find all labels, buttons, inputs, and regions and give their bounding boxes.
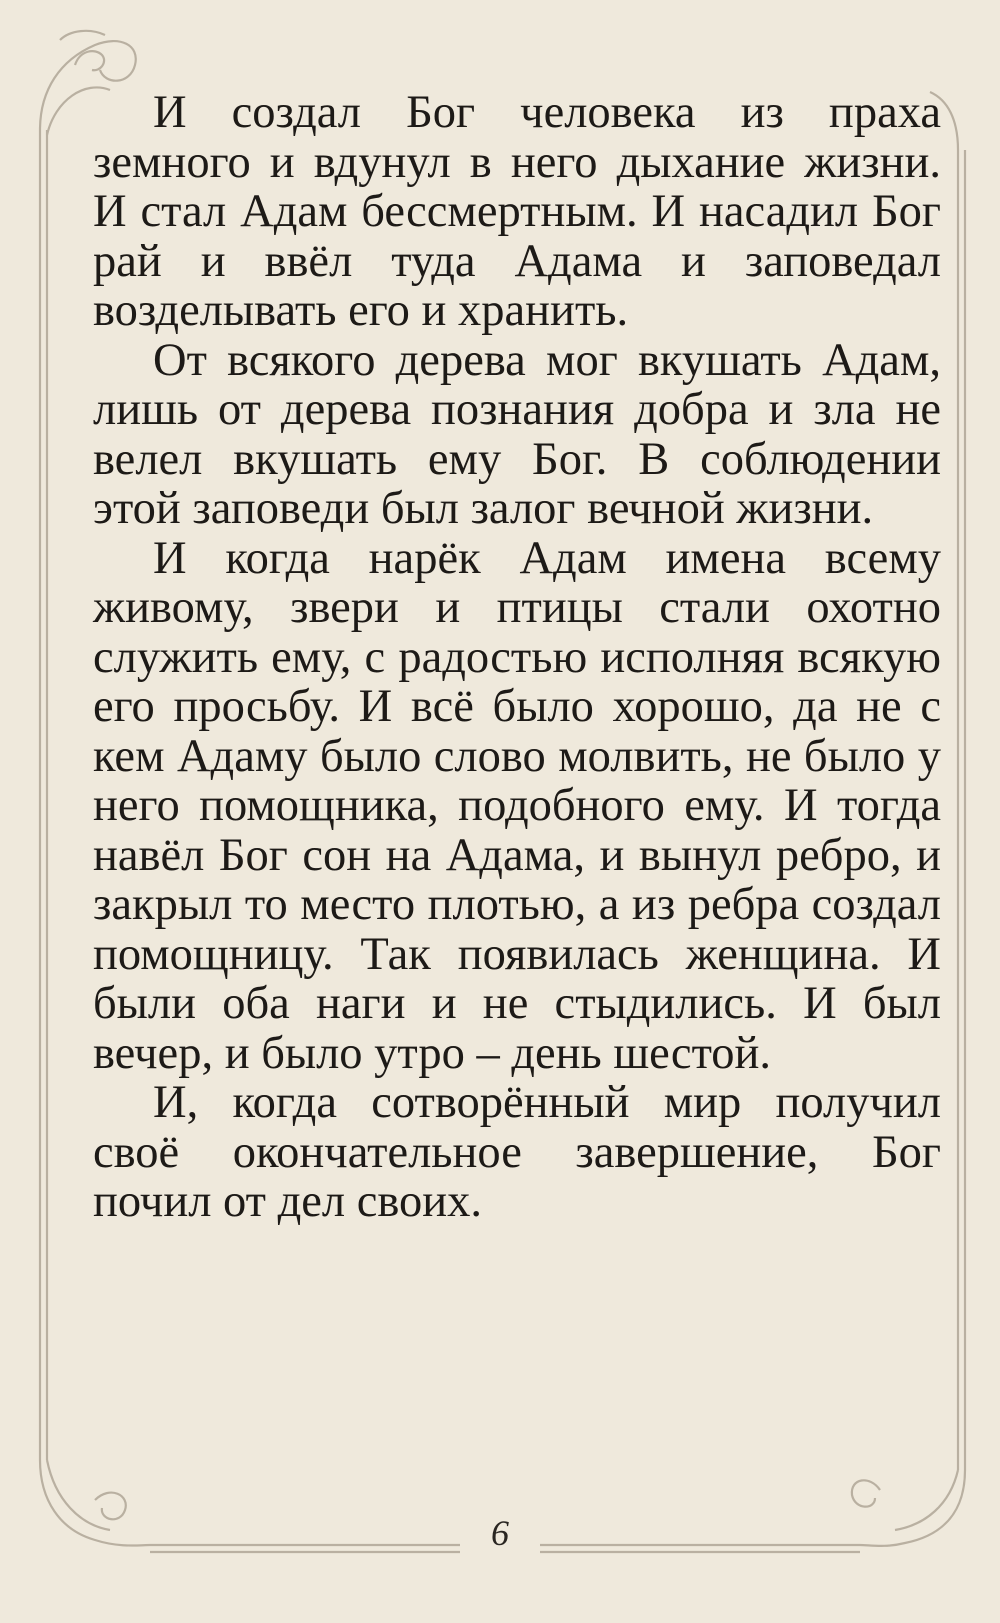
paragraph-4: И, когда сотворённый мир получил своё окончательное завершение, Бог почил от дел своих. (93, 1077, 941, 1227)
paragraph-1: И создал Бог человека из праха земного и вдунул в него дыхание жизни. И стал Адам бессмертным. И насадил Бог рай и ввёл туда Адама и заповедал возделывать его и хранить. (93, 87, 941, 336)
paragraph-2: От всякого дерева мог вкушать Адам, лишь от дерева познания добра и зла не велел вкушать ему Бог. В соблюдении этой заповеди был залог вечной жизни. (93, 334, 941, 534)
page-number: 6 (491, 1513, 509, 1553)
body-text (93, 88, 941, 1227)
paragraph-3: И когда нарёк Адам имена всему живому, звери и птицы стали охотно служить ему, с радостью исполняя всякую его просьбу. И всё было хорошо, да не с кем Адаму было слово молвить, не было у него помощника, подобного ему. И тогда навёл Бог сон на Адама, и вынул ребро, и закрыл то место плотью, а из ребра создал помощницу. Так появилась женщина. И были оба наги и не стыдились. И был вечер, и было утро – день шестой. (93, 532, 941, 1079)
